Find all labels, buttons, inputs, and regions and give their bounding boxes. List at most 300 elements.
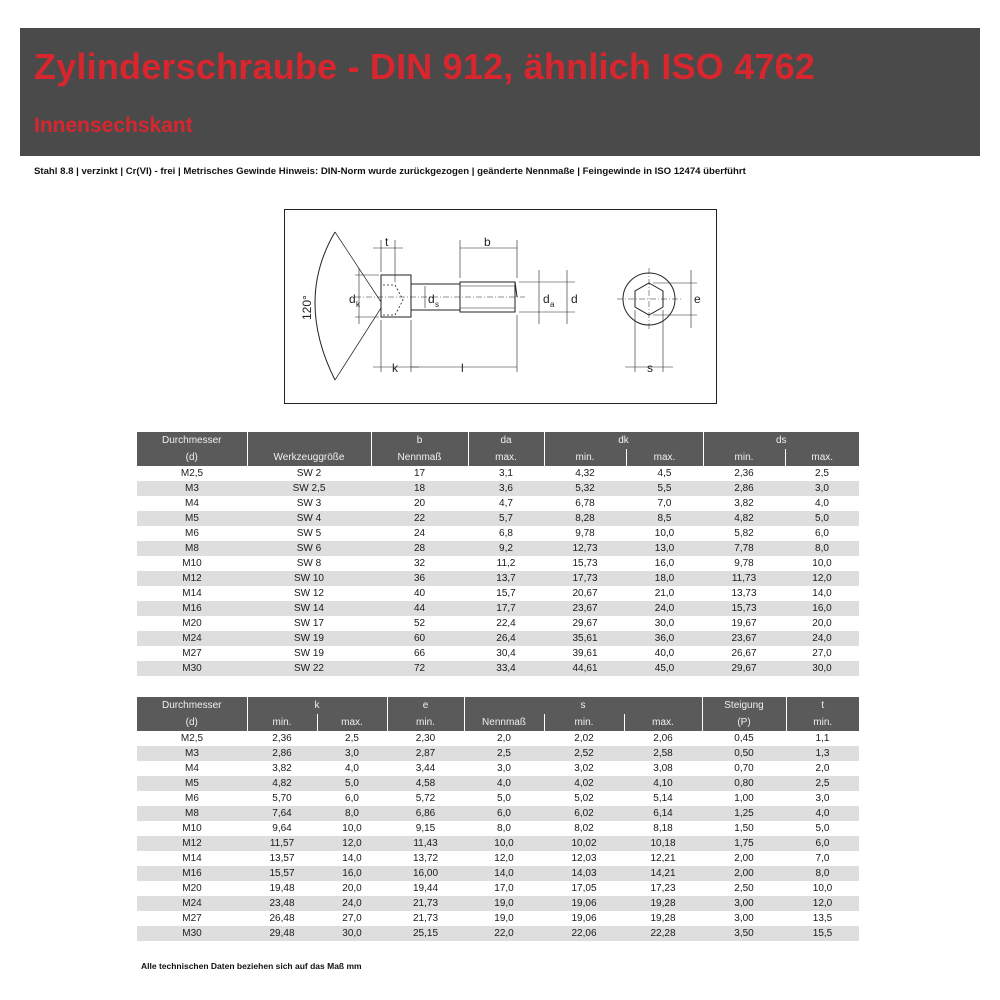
value-cell: 2,0 [786,761,859,776]
table-row [137,571,859,586]
t1-h2-nennmass: Nennmaß [371,449,468,466]
value-cell: 5,7 [468,511,544,526]
value-cell: 33,4 [468,661,544,676]
value-cell: 6,8 [468,526,544,541]
value-cell: 5,14 [624,791,702,806]
value-cell: 17,73 [544,571,626,586]
value-cell: 0,80 [702,776,786,791]
value-cell: 14,21 [624,866,702,881]
table-row [137,541,859,556]
diameter-cell: M4 [137,496,247,511]
value-cell: 22 [371,511,468,526]
label-dk: d [349,292,356,306]
value-cell: 3,08 [624,761,702,776]
screw-drawing-svg [285,210,718,405]
value-cell: 1,1 [786,731,859,746]
value-cell: 2,86 [247,746,317,761]
value-cell: 11,43 [387,836,464,851]
table-row [137,836,859,851]
value-cell: 12,0 [464,851,544,866]
value-cell: 2,5 [317,731,387,746]
value-cell: 19,28 [624,896,702,911]
value-cell: 20,67 [544,586,626,601]
value-cell: 40 [371,586,468,601]
value-cell: SW 3 [247,496,371,511]
table-row [137,511,859,526]
diameter-cell: M20 [137,881,247,896]
value-cell: 15,7 [468,586,544,601]
t1-h2-d: (d) [137,449,247,466]
label-e: e [694,292,701,306]
value-cell: 1,50 [702,821,786,836]
value-cell: 19,44 [387,881,464,896]
value-cell: SW 2,5 [247,481,371,496]
value-cell: 9,78 [703,556,785,571]
value-cell: 4,0 [785,496,859,511]
value-cell: 13,57 [247,851,317,866]
value-cell: 16,0 [626,556,703,571]
value-cell: 9,64 [247,821,317,836]
diameter-cell: M6 [137,791,247,806]
value-cell: 3,0 [786,791,859,806]
value-cell: 4,58 [387,776,464,791]
diameter-cell: M8 [137,806,247,821]
table-row [137,646,859,661]
value-cell: 5,82 [703,526,785,541]
value-cell: 9,78 [544,526,626,541]
t1-h1-da: da [468,432,544,449]
value-cell: 45,0 [626,661,703,676]
value-cell: 2,30 [387,731,464,746]
value-cell: 6,02 [544,806,624,821]
table-row [137,746,859,761]
value-cell: 2,06 [624,731,702,746]
value-cell: 24,0 [317,896,387,911]
table-row [137,556,859,571]
value-cell: SW 12 [247,586,371,601]
value-cell: 27,0 [317,911,387,926]
t1-h1-dk: dk [544,432,703,449]
t1-h1-durchmesser: Durchmesser [137,432,247,449]
t2-h1-s: s [464,697,702,714]
value-cell: 21,73 [387,896,464,911]
value-cell: 30,0 [317,926,387,941]
value-cell: 19,06 [544,911,624,926]
diameter-cell: M24 [137,896,247,911]
value-cell: 29,67 [703,661,785,676]
value-cell: 16,0 [785,601,859,616]
diameter-cell: M10 [137,556,247,571]
t2-h2-k-max: max. [317,714,387,731]
diameter-cell: M6 [137,526,247,541]
value-cell: 29,48 [247,926,317,941]
value-cell: 1,00 [702,791,786,806]
value-cell: 17,7 [468,601,544,616]
table-row [137,661,859,676]
diameter-cell: M30 [137,926,247,941]
value-cell: 72 [371,661,468,676]
value-cell: 8,5 [626,511,703,526]
table-row [137,526,859,541]
value-cell: 30,4 [468,646,544,661]
table-row [137,791,859,806]
value-cell: 13,7 [468,571,544,586]
diameter-cell: M16 [137,601,247,616]
value-cell: 11,73 [703,571,785,586]
value-cell: 3,44 [387,761,464,776]
value-cell: 4,0 [786,806,859,821]
value-cell: SW 17 [247,616,371,631]
value-cell: 3,82 [703,496,785,511]
value-cell: 2,87 [387,746,464,761]
diameter-cell: M27 [137,911,247,926]
value-cell: 1,3 [786,746,859,761]
t2-h2-s-max: max. [624,714,702,731]
t1-h1-ds: ds [703,432,859,449]
table-row [137,601,859,616]
value-cell: 18,0 [626,571,703,586]
label-dk-sub: k [356,300,360,309]
value-cell: 12,0 [786,896,859,911]
value-cell: 2,5 [786,776,859,791]
value-cell: 4,02 [544,776,624,791]
t2-h2-k-min: min. [247,714,317,731]
value-cell: 3,00 [702,911,786,926]
value-cell: 44,61 [544,661,626,676]
value-cell: 36,0 [626,631,703,646]
value-cell: 60 [371,631,468,646]
t1-h2-dk-max: max. [626,449,703,466]
t2-h1-t: t [786,697,859,714]
value-cell: 2,52 [544,746,624,761]
value-cell: 4,0 [464,776,544,791]
value-cell: 16,00 [387,866,464,881]
value-cell: 15,57 [247,866,317,881]
t2-h1-durchmesser: Durchmesser [137,697,247,714]
table-row [137,866,859,881]
value-cell: 12,21 [624,851,702,866]
value-cell: 9,15 [387,821,464,836]
t2-h2-s-min: min. [544,714,624,731]
value-cell: 1,75 [702,836,786,851]
value-cell: 2,36 [703,466,785,481]
table-row [137,496,859,511]
value-cell: 24,0 [785,631,859,646]
diameter-cell: M3 [137,746,247,761]
label-d: d [571,292,578,306]
value-cell: 12,0 [317,836,387,851]
value-cell: 22,0 [464,926,544,941]
t2-h1-k: k [247,697,387,714]
value-cell: 14,0 [785,586,859,601]
value-cell: 5,5 [626,481,703,496]
value-cell: 21,0 [626,586,703,601]
value-cell: 66 [371,646,468,661]
value-cell: 28 [371,541,468,556]
value-cell: 19,06 [544,896,624,911]
table1-header-row-2 [137,449,859,466]
dimensions-table-1 [137,432,859,676]
value-cell: SW 5 [247,526,371,541]
t2-h2-s-nennmass: Nennmaß [464,714,544,731]
value-cell: 13,73 [703,586,785,601]
diameter-cell: M14 [137,586,247,601]
value-cell: 30,0 [626,616,703,631]
value-cell: 26,67 [703,646,785,661]
value-cell: 24,0 [626,601,703,616]
value-cell: 6,14 [624,806,702,821]
value-cell: 10,18 [624,836,702,851]
value-cell: 23,67 [544,601,626,616]
value-cell: 23,48 [247,896,317,911]
value-cell: SW 19 [247,631,371,646]
value-cell: 5,0 [317,776,387,791]
value-cell: 19,0 [464,896,544,911]
diameter-cell: M16 [137,866,247,881]
value-cell: 19,48 [247,881,317,896]
table-row [137,616,859,631]
value-cell: 15,73 [703,601,785,616]
value-cell: 5,0 [464,791,544,806]
value-cell: 2,58 [624,746,702,761]
value-cell: 20 [371,496,468,511]
value-cell: 3,0 [317,746,387,761]
table-row [137,481,859,496]
value-cell: 12,0 [785,571,859,586]
value-cell: 5,72 [387,791,464,806]
value-cell: 2,00 [702,866,786,881]
value-cell: 27,0 [785,646,859,661]
value-cell: 10,0 [786,881,859,896]
value-cell: 4,10 [624,776,702,791]
value-cell: 22,4 [468,616,544,631]
value-cell: 40,0 [626,646,703,661]
value-cell: SW 4 [247,511,371,526]
value-cell: 5,0 [785,511,859,526]
t1-h2-dk-min: min. [544,449,626,466]
value-cell: 19,0 [464,911,544,926]
value-cell: 2,36 [247,731,317,746]
label-ds-sub: s [435,300,439,309]
t1-h1-b: b [371,432,468,449]
diameter-cell: M12 [137,836,247,851]
value-cell: 8,0 [464,821,544,836]
diameter-cell: M8 [137,541,247,556]
value-cell: 3,6 [468,481,544,496]
t2-h2-p: (P) [702,714,786,731]
table-row [137,806,859,821]
value-cell: 15,5 [786,926,859,941]
t1-h2-werkzeug: Werkzeuggröße [247,449,371,466]
label-ds: d [428,292,435,306]
value-cell: 10,0 [317,821,387,836]
value-cell: 9,2 [468,541,544,556]
dimensions-table-2 [137,697,859,941]
value-cell: 8,0 [317,806,387,821]
value-cell: 7,78 [703,541,785,556]
t1-h2-da-max: max. [468,449,544,466]
table-row [137,926,859,941]
value-cell: 0,50 [702,746,786,761]
diameter-cell: M27 [137,646,247,661]
value-cell: 12,73 [544,541,626,556]
value-cell: SW 8 [247,556,371,571]
value-cell: 6,0 [786,836,859,851]
value-cell: 2,00 [702,851,786,866]
label-t: t [385,235,389,249]
value-cell: 32 [371,556,468,571]
table2-header-row-1 [137,697,859,714]
value-cell: 20,0 [317,881,387,896]
value-cell: 6,0 [785,526,859,541]
value-cell: 14,0 [317,851,387,866]
value-cell: 3,0 [785,481,859,496]
value-cell: 2,02 [544,731,624,746]
t2-h2-t-min: min. [786,714,859,731]
value-cell: 3,02 [544,761,624,776]
value-cell: 29,67 [544,616,626,631]
page-subtitle: Innensechskant [34,114,193,137]
diameter-cell: M24 [137,631,247,646]
label-b: b [484,235,491,249]
value-cell: 11,2 [468,556,544,571]
value-cell: 3,82 [247,761,317,776]
value-cell: 7,64 [247,806,317,821]
value-cell: 5,0 [786,821,859,836]
value-cell: 2,86 [703,481,785,496]
value-cell: 4,5 [626,466,703,481]
value-cell: 6,86 [387,806,464,821]
value-cell: 5,32 [544,481,626,496]
table-row [137,631,859,646]
value-cell: 19,67 [703,616,785,631]
t2-h1-steigung: Steigung [702,697,786,714]
value-cell: 6,0 [464,806,544,821]
t1-h1-blank [247,432,371,449]
value-cell: 2,5 [785,466,859,481]
table-row [137,881,859,896]
value-cell: SW 6 [247,541,371,556]
t2-h2-d: (d) [137,714,247,731]
value-cell: SW 14 [247,601,371,616]
value-cell: 15,73 [544,556,626,571]
value-cell: 7,0 [786,851,859,866]
value-cell: 4,82 [703,511,785,526]
value-cell: 21,73 [387,911,464,926]
value-cell: 1,25 [702,806,786,821]
t2-h1-e: e [387,697,464,714]
value-cell: 36 [371,571,468,586]
label-da-sub: a [550,300,555,309]
value-cell: 17,0 [464,881,544,896]
value-cell: 12,03 [544,851,624,866]
table-row [137,851,859,866]
table-row [137,731,859,746]
value-cell: 3,0 [464,761,544,776]
value-cell: 25,15 [387,926,464,941]
value-cell: 5,70 [247,791,317,806]
t1-h2-ds-max: max. [785,449,859,466]
value-cell: 8,0 [785,541,859,556]
value-cell: 20,0 [785,616,859,631]
value-cell: 8,18 [624,821,702,836]
table-row [137,911,859,926]
t1-h2-ds-min: min. [703,449,785,466]
value-cell: 52 [371,616,468,631]
value-cell: 2,5 [464,746,544,761]
technical-drawing [284,209,717,404]
table-row [137,466,859,481]
diameter-cell: M12 [137,571,247,586]
value-cell: 8,02 [544,821,624,836]
value-cell: 3,1 [468,466,544,481]
value-cell: 8,0 [786,866,859,881]
value-cell: 39,61 [544,646,626,661]
value-cell: 24 [371,526,468,541]
value-cell: 10,0 [785,556,859,571]
value-cell: 3,00 [702,896,786,911]
value-cell: 2,50 [702,881,786,896]
value-cell: 10,02 [544,836,624,851]
diameter-cell: M2,5 [137,731,247,746]
value-cell: 17 [371,466,468,481]
label-s: s [647,361,653,375]
value-cell: 14,0 [464,866,544,881]
value-cell: 7,0 [626,496,703,511]
table-row [137,896,859,911]
value-cell: 18 [371,481,468,496]
value-cell: 17,23 [624,881,702,896]
table-row [137,776,859,791]
value-cell: SW 10 [247,571,371,586]
value-cell: 5,02 [544,791,624,806]
diameter-cell: M4 [137,761,247,776]
table-row [137,761,859,776]
angle-arc [315,232,335,380]
value-cell: 35,61 [544,631,626,646]
diameter-cell: M2,5 [137,466,247,481]
t2-h2-e-min: min. [387,714,464,731]
value-cell: 8,28 [544,511,626,526]
table-row [137,586,859,601]
value-cell: 6,78 [544,496,626,511]
value-cell: 22,28 [624,926,702,941]
value-cell: 0,70 [702,761,786,776]
angle-label: 120° [300,295,314,320]
value-cell: 3,50 [702,926,786,941]
value-cell: SW 2 [247,466,371,481]
value-cell: 4,7 [468,496,544,511]
value-cell: 4,82 [247,776,317,791]
value-cell: 30,0 [785,661,859,676]
value-cell: 14,03 [544,866,624,881]
value-cell: 10,0 [626,526,703,541]
value-cell: SW 22 [247,661,371,676]
diameter-cell: M5 [137,511,247,526]
diameter-cell: M10 [137,821,247,836]
value-cell: 26,4 [468,631,544,646]
screw-head [381,275,411,317]
value-cell: 2,0 [464,731,544,746]
value-cell: 10,0 [464,836,544,851]
value-cell: 17,05 [544,881,624,896]
value-cell: 26,48 [247,911,317,926]
diameter-cell: M5 [137,776,247,791]
value-cell: 6,0 [317,791,387,806]
diameter-cell: M20 [137,616,247,631]
page-title: Zylinderschraube - DIN 912, ähnlich ISO 4762 [34,46,816,87]
diameter-cell: M14 [137,851,247,866]
